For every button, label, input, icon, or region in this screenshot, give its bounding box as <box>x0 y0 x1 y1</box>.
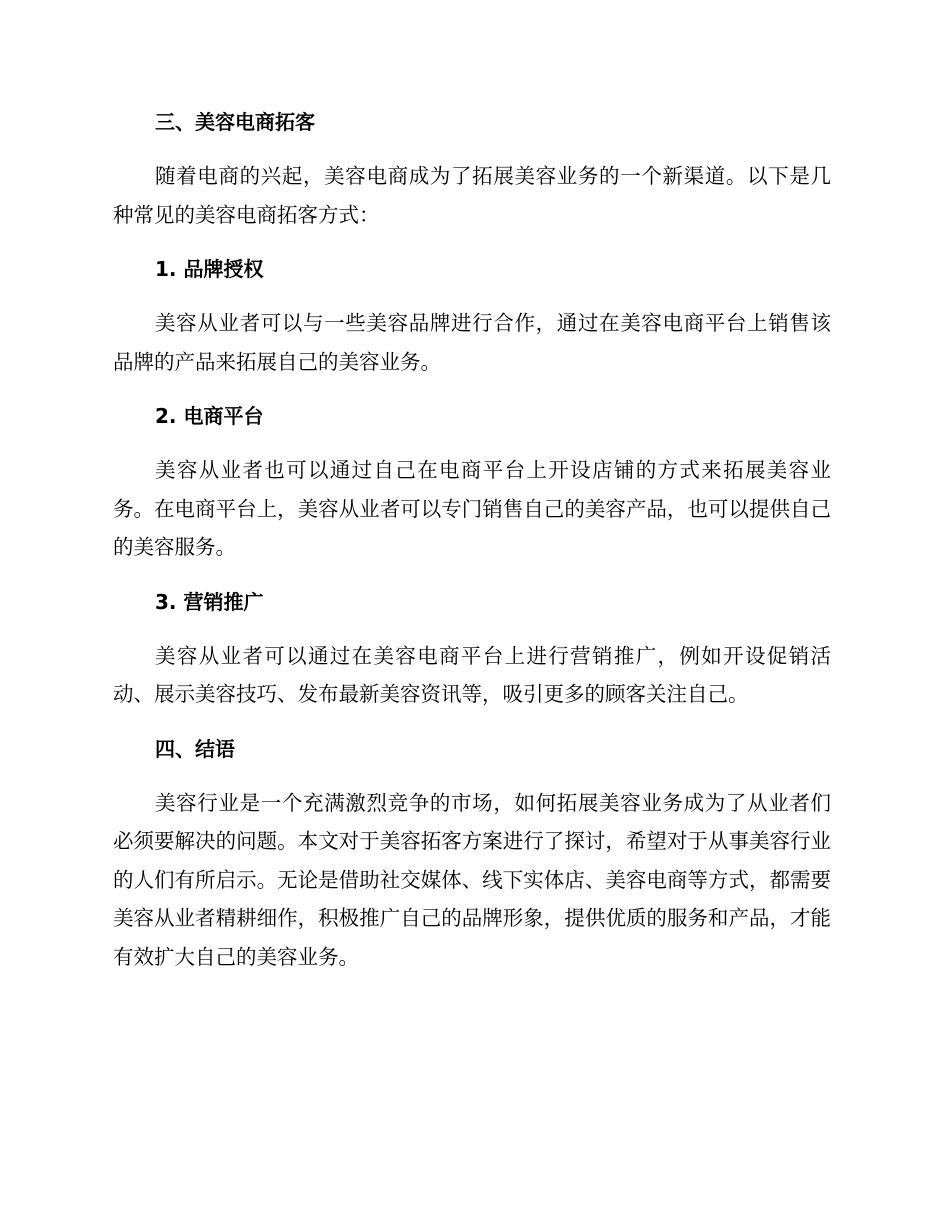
subsection-heading-brand-license: 1. 品牌授权 <box>155 257 264 281</box>
section-paragraph-ecommerce: 随着电商的兴起，美容电商成为了拓展美容业务的一个新渠道。以下是几种常见的美容电商拓客方式： <box>113 164 831 227</box>
section-paragraph-conclusion: 美容行业是一个充满激烈竞争的市场，如何拓展美容业务成为了从业者们必须要解决的问题。本文对于美容拓客方案进行了探讨，希望对于从事美容行业的人们有所启示。无论是借助社交媒体、线下实体店、美容电商等方式，都需要美容从业者精耕细作，积极推广自己的品牌形象，提供优质的服务和产品，才能有效扩大自己的美容业务。 <box>113 790 831 969</box>
section-heading-ecommerce: 三、美容电商拓客 <box>155 110 315 134</box>
subsection-paragraph-marketing: 美容从业者可以通过在美容电商平台上进行营销推广，例如开设促销活动、展示美容技巧、发布最新美容资讯等，吸引更多的顾客关注自己。 <box>113 643 831 706</box>
subsection-heading-marketing: 3. 营销推广 <box>155 589 264 614</box>
subsection-heading-ecommerce-platform: 2. 电商平台 <box>155 404 264 428</box>
subsection-paragraph-ecommerce-platform: 美容从业者也可以通过自己在电商平台上开设店铺的方式来拓展美容业务。在电商平台上，美容从业者可以专门销售自己的美容产品，也可以提供自己的美容服务。 <box>113 458 831 559</box>
subsection-paragraph-brand-license: 美容从业者可以与一些美容品牌进行合作，通过在美容电商平台上销售该品牌的产品来拓展自己的美容业务。 <box>113 311 831 374</box>
section-heading-conclusion: 四、结语 <box>155 736 235 761</box>
document-page <box>113 108 831 976</box>
